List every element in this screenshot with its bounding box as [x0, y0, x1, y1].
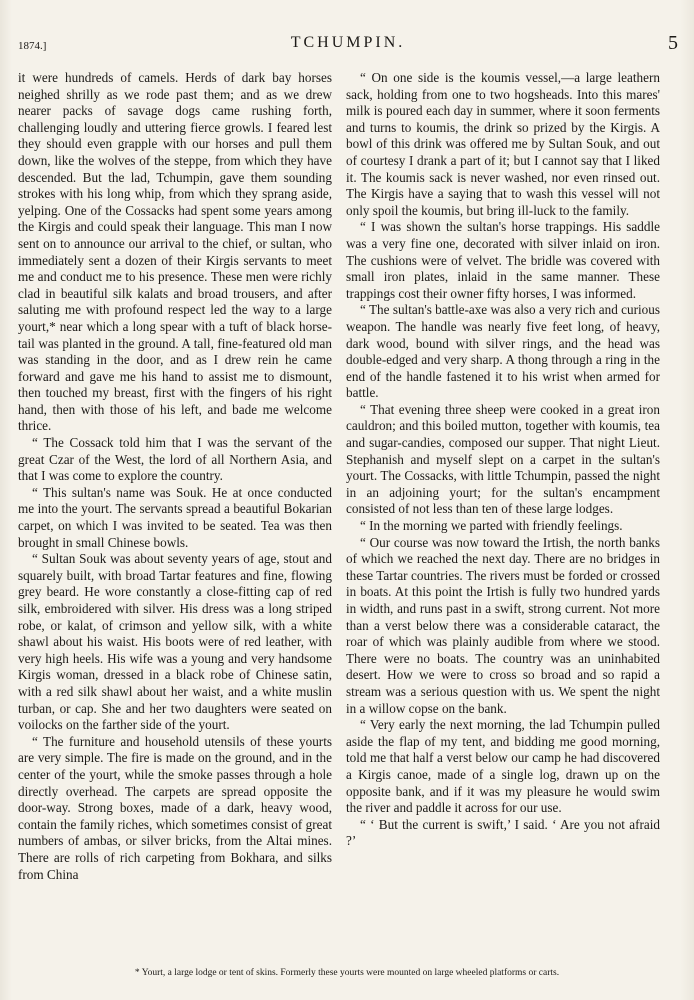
paragraph: “ The sultan's battle-axe was also a very rich and curious weapon. The handle was nearly five feet long, of heavy, dark wood, bound with silver rings, and the head was double-edged and very sharp. A thong through a ring in the end of the handle fastened it to his wrist when armed for battle.: [346, 302, 660, 401]
paragraph: “ I was shown the sultan's horse trappings. His saddle was a very fine one, decorated with silver inlaid on iron. The cushions were of velvet. The bridle was covered with small iron plates, inlaid in the same manner. These trappings cost their owner fifty horses, I was informed.: [346, 219, 660, 301]
right-column: [346, 70, 660, 850]
paragraph: “ The furniture and household utensils of these yourts are very simple. The fire is made on the ground, and in the center of the yourt, while the smoke passes through a hole directly overhead. The carpets are spread opposite the door-way. Strong boxes, made of a dark, heavy wood, contain the family riches, which sometimes consist of great numbers of ambas, or silver bricks, from the Altai mines. There are rolls of rich carpeting from Bokhara, and silks from China: [18, 733, 332, 882]
paragraph: “ That evening three sheep were cooked in a great iron cauldron; and this boiled mutton, together with koumis, tea and sugar-candies, composed our supper. That night Lieut. Stephanish and myself slept on a carpet in the sultan's yourt. The Cossacks, with little Tchumpin, passed the night in an adjoining yourt; for the sultan's encampment consisted of not less than ten of these large lodges.: [346, 401, 660, 517]
left-column: [18, 70, 332, 883]
paragraph: “ Sultan Souk was about seventy years of age, stout and squarely built, with broad Tartar features and fine, flowing grey beard. He wore constantly a close-fitting cap of red silk, embroidered with silver. His dress was a long striped robe, or kalat, of crimson and yellow silk, with a white shawl about his waist. His boots were of red leather, with very high heels. His wife was a young and very handsome Kirgis woman, dressed in a black robe of Chinese satin, with a red silk shawl about her waist, and a white muslin turban, or cap. She and her two daughters were seated on voilocks on the farther side of the yourt.: [18, 551, 332, 733]
paragraph: “ This sultan's name was Souk. He at once conducted me into the yourt. The servants spread a beautiful Bokarian carpet, on which I was invited to be seated. Tea was then brought in small Chinese bowls.: [18, 484, 332, 550]
paragraph: “ The Cossack told him that I was the servant of the great Czar of the West, the lord of all Northern Asia, and that I was come to explore the country.: [18, 435, 332, 484]
paragraph: it were hundreds of camels. Herds of dark bay horses neighed shrilly as we rode past them; and as we drew nearer packs of savage dogs came rushing forth, challenging loudly and uttering fierce growls. I feared lest they should even grapple with our horses and pull them down, like the wolves of the steppe, from which they have descended. But the lad, Tchumpin, gave them sounding strokes with his long whip, from which they sprang aside, yelping. One of the Cossacks had spent some years among the Kirgis and could speak their language. This man I now sent on to announce our arrival to the chief, or sultan, who immediately sent a dozen of their Kirgis servants to meet me and conduct me to his presence. These men were richly clad in beautiful silk kalats and broad trousers, and after saluting me with profound respect led the way to a large yourt,* near which a long spear with a tuft of black horse-tail was planted in the ground. A tall, fine-featured old man was standing in the door, and as I drew rein he came forward and gave me his hand to assist me to dismount, then touched my breast, first with the fingers of his right hand, then with those of his left, and bade me welcome thrice.: [18, 70, 332, 434]
paragraph: “ ‘ But the current is swift,’ I said. ‘ Are you not afraid ?’: [346, 816, 660, 849]
page-number: 5: [668, 32, 678, 54]
footnote: * Yourt, a large lodge or tent of skins. Formerly these yourts were mounted on large wheeled platforms or carts.: [134, 968, 560, 978]
paragraph: “ Very early the next morning, the lad Tchumpin pulled aside the flap of my tent, and bidding me good morning, told me that half a verst below our camp he had discovered a Kirgis canoe, made of a single log, drawn up on the opposite bank, and if it was my pleasure he would swim the river and paddle it across for our use.: [346, 717, 660, 816]
paragraph: “ In the morning we parted with friendly feelings.: [360, 518, 623, 534]
running-header: [18, 32, 678, 56]
paragraph: “ On one side is the koumis vessel,—a large leathern sack, holding from one to two hogsheads. Into this mares' milk is poured each day in summer, where it soon ferments and turns to koumis, the drink so prized by the Kirgis. A bowl of this drink was offered me by Sultan Souk, and out of courtesy I drank a part of it; but I cannot say that I liked it. The koumis sack is never washed, nor even rinsed out. The Kirgis have a saying that to wash this vessel will not only spoil the koumis, but bring ill-luck to the family.: [346, 70, 660, 218]
paragraph: “ Our course was now toward the Irtish, the north banks of which we reached the next day. There are no bridges in these Tartar countries. The rivers must be forded or crossed in boats. At this point the Irtish is fully two hundred yards in width, and runs past in a swift, strong current. Not more than a verst below there was a considerable cataract, the roar of which was plainly audible from where we stood. There were no boats. The country was an uninhabited desert. How we were to cross so broad and so rapid a stream was a serious question with us. We spent the night in a willow copse on the bank.: [346, 534, 660, 716]
header-date: 1874.]: [18, 40, 47, 52]
header-title: TCHUMPIN.: [290, 34, 406, 51]
